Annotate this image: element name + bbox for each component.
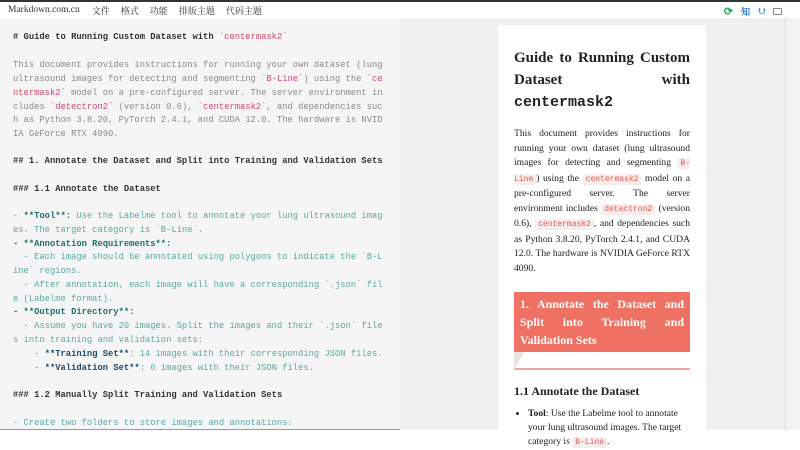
editor-token: , and dependencies suc — [266, 102, 383, 112]
intro-paragraph: This document provides instructions for running your own dataset (lung ultrasound images for detecting and segmenting B-Line ) using the centermask2 model on a pre-configured server. The server environment includes detectron2 (version 0.6), centermask2 , and dependencies such as Python 3.8.20, PyTorch 2.4.1, and CUDA 12.0. The hardware is NVIDIA GeForce RTX 4090. — [514, 128, 691, 274]
editor-token: - Create two folders to store images and annotations: — [13, 418, 293, 428]
editor-token: model on a pre-configured server. The server environment in — [65, 88, 383, 98]
editor-line — [13, 349, 383, 359]
editor-token: **Validation Set** — [44, 363, 140, 373]
bullet-list — [514, 407, 690, 450]
editor-token: e (Labelme format). — [13, 294, 114, 304]
sync-icon[interactable]: ⟳ — [723, 6, 734, 18]
editor-token: `ce — [366, 74, 383, 84]
editor-line — [13, 211, 383, 221]
editor-token: ultrasound images for detecting and segmenting — [13, 74, 262, 84]
editor-token: ntermask2` — [13, 88, 66, 98]
editor-token: # Guide to Running Custom Dataset with — [13, 32, 219, 42]
editor-token: - — [13, 363, 45, 373]
editor-token: ) using the — [303, 74, 367, 84]
monitor-icon[interactable] — [773, 8, 782, 15]
editor-token: - Each image should be annotated using polygons to indicate the `B-L — [13, 252, 383, 262]
editor-token: ine` regions. — [13, 266, 82, 276]
editor-token: : 6 images with their JSON files. — [139, 363, 314, 373]
editor-line — [13, 252, 383, 262]
editor-line — [13, 363, 314, 373]
editor-line — [13, 156, 383, 166]
editor-token: ### 1.1 Annotate the Dataset — [13, 184, 161, 194]
doc-title: Guide to Running Custom Dataset with centermask2 — [514, 50, 690, 111]
juejin-icon[interactable]: ⮋ — [758, 6, 765, 16]
editor-line — [13, 266, 82, 276]
editor-token: h as Python 3.8.20, PyTorch 2.4.1, and CUDA 12.0. The hardware is NVID — [13, 115, 383, 125]
editor-token: ## 1. Annotate the Dataset and Split into Training and Validation Sets — [13, 156, 383, 166]
menu-function[interactable]: 功能 — [149, 5, 168, 16]
editor-token: **Tool**: — [23, 211, 72, 221]
editor-token: `centermask2` — [218, 32, 288, 42]
editor-line — [13, 294, 113, 304]
editor-line — [13, 60, 383, 70]
editor-line — [13, 115, 383, 125]
editor-token: ### 1.2 Manually Split Training and Validation Sets — [13, 390, 283, 400]
list-item: • Tool: Use the Labelme tool to annotate your lung ultrasound images. The target category is B-Line . — [528, 407, 690, 450]
inline-code: detectron2 — [601, 204, 655, 215]
inline-code: B-Line — [572, 437, 607, 448]
editor-token: `centermask2` — [197, 102, 267, 112]
editor-token: IA GeForce RTX 4090. — [13, 129, 119, 139]
section-heading-decoration — [514, 352, 690, 370]
subsection-heading: 1.1 Annotate the Dataset — [514, 384, 640, 398]
editor-token: (version 0.6), — [113, 102, 198, 112]
editor-line — [13, 335, 203, 345]
editor-line — [13, 74, 383, 84]
editor-line — [13, 307, 134, 317]
editor-token: `B-Line` — [261, 74, 304, 84]
section-heading-1: 1. Annotate the Dataset and Split into Training and Validation Sets — [514, 292, 690, 352]
editor-line — [13, 239, 171, 249]
editor-token: - Assume you have 20 images. Split the images and their `.json` file — [13, 321, 383, 331]
inline-code: B-Line — [514, 159, 690, 184]
editor-token: s into training and validation sets: — [13, 335, 204, 345]
menu-file[interactable]: 文件 — [91, 5, 110, 16]
editor-token: - **Output Directory**: — [13, 307, 135, 317]
editor-line — [13, 280, 383, 290]
editor-line — [13, 321, 383, 331]
editor-token: Use the Labelme tool to annotate your lung ultrasound imag — [71, 211, 383, 221]
markdown-editor[interactable] — [0, 18, 400, 430]
editor-line — [13, 390, 282, 400]
preview-pane — [400, 18, 785, 447]
preview-document — [498, 25, 706, 447]
editor-token: - **Annotation Requirements**: — [13, 239, 172, 249]
inline-code: centermask2 — [535, 219, 594, 230]
editor-line — [13, 129, 119, 139]
editor-token: This document provides instructions for running your own dataset (lung — [13, 60, 383, 70]
editor-token: - — [13, 349, 45, 359]
editor-token: : 14 images with their corresponding JSON files. — [129, 349, 383, 359]
preview-scrollbar[interactable] — [785, 18, 800, 430]
menu-format[interactable]: 格式 — [120, 5, 139, 16]
editor-line — [13, 32, 288, 42]
editor-line — [13, 88, 383, 98]
editor-line — [13, 184, 161, 194]
editor-line — [13, 102, 383, 112]
menu-bar — [0, 2, 800, 18]
editor-token: - After annotation, each image will have a corresponding `.json` fil — [13, 280, 383, 290]
editor-token: cludes — [13, 102, 50, 112]
menu-layout-theme[interactable]: 排版主题 — [178, 5, 215, 16]
editor-token: `detectron2` — [49, 102, 114, 112]
editor-token: **Training Set** — [44, 349, 130, 359]
editor-token: - — [13, 211, 24, 221]
editor-line — [13, 418, 293, 428]
editor-token: es. The target category is `B-Line`. — [13, 225, 204, 235]
editor-line — [13, 225, 203, 235]
zhihu-icon[interactable]: 知 — [741, 7, 751, 17]
inline-code: centermask2 — [583, 174, 642, 185]
brand-logo[interactable]: Markdown.com.cn — [8, 5, 80, 15]
menu-code-theme[interactable]: 代码主题 — [225, 5, 262, 16]
